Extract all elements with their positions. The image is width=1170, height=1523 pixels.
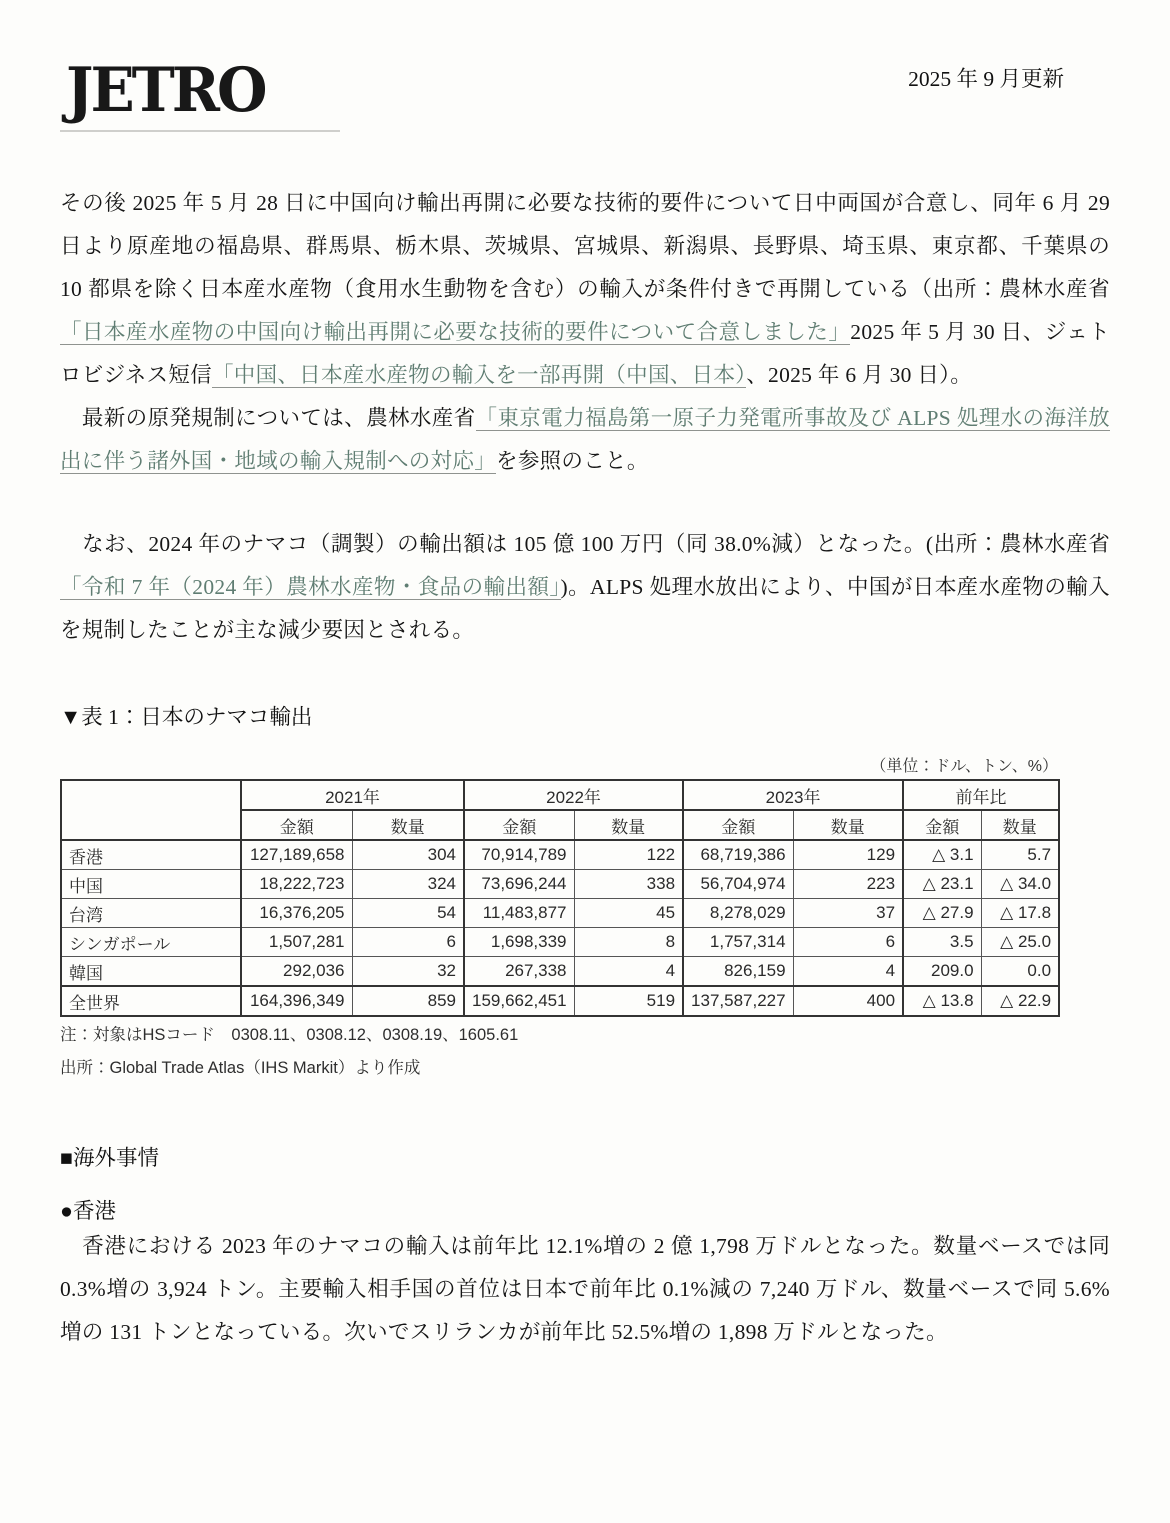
table-cell: 4 <box>574 957 683 987</box>
table-cell: 304 <box>352 840 464 870</box>
table-cell: 8,278,029 <box>683 899 793 928</box>
table-cell: 32 <box>352 957 464 987</box>
table-cell: 6 <box>793 928 903 957</box>
text-run: を参照のこと。 <box>496 449 649 473</box>
text-run: 最新の原発規制については、農林水産省 <box>60 406 476 430</box>
heading-hongkong: ●香港 <box>60 1199 116 1223</box>
sub-header: 数量 <box>981 810 1059 840</box>
table-cell: 5.7 <box>981 840 1059 870</box>
year-header: 2023年 <box>683 780 903 810</box>
table-cell: 137,587,227 <box>683 986 793 1016</box>
table-cell: △ 3.1 <box>903 840 981 870</box>
table-cell: 209.0 <box>903 957 981 987</box>
sub-header: 金額 <box>464 810 574 840</box>
document-body <box>60 182 1110 1354</box>
paragraph-2024-exports <box>60 523 1110 652</box>
text-run: 2025 年 5 月 30 日、ジェトロビジネス短信 <box>60 320 1110 387</box>
sub-header: 金額 <box>683 810 793 840</box>
row-label: 韓国 <box>61 957 241 987</box>
jetro-logo-block <box>60 52 340 132</box>
table-cell: △ 25.0 <box>981 928 1059 957</box>
table-cell: 1,698,339 <box>464 928 574 957</box>
table-cell: 519 <box>574 986 683 1016</box>
table-cell: 267,338 <box>464 957 574 987</box>
table-note: 注：対象はHSコード 0308.11、0308.12、0308.19、1605.61 <box>60 1026 519 1044</box>
table-cell: 11,483,877 <box>464 899 574 928</box>
table-zone <box>60 753 1058 1083</box>
table-unit-label: （単位：ドル、トン、%） <box>870 758 1058 775</box>
sub-header: 金額 <box>903 810 981 840</box>
table-head <box>61 780 1059 840</box>
page-header <box>60 52 1110 132</box>
table-cell: 0.0 <box>981 957 1059 987</box>
table-cell: △ 13.8 <box>903 986 981 1016</box>
year-header: 前年比 <box>903 780 1059 810</box>
table-cell: 1,507,281 <box>241 928 352 957</box>
table-cell: 3.5 <box>903 928 981 957</box>
jetro-logo: JETRO <box>66 54 265 126</box>
table-cell: 68,719,386 <box>683 840 793 870</box>
row-label: 中国 <box>61 870 241 899</box>
table-cell: 4 <box>793 957 903 987</box>
table-cell: 1,757,314 <box>683 928 793 957</box>
table-cell: 338 <box>574 870 683 899</box>
table-cell: 400 <box>793 986 903 1016</box>
sub-header: 数量 <box>574 810 683 840</box>
table-cell: 73,696,244 <box>464 870 574 899</box>
document-link[interactable]: 「令和 7 年（2024 年）農林水産物・食品の輸出額」 <box>60 575 561 599</box>
table-cell: 18,222,723 <box>241 870 352 899</box>
row-label: 全世界 <box>61 986 241 1016</box>
text-run: 香港における 2023 年のナマコの輸入は前年比 12.1%増の 2 億 1,798 万ドルとなった。数量ベースでは同 0.3%増の 3,924 トン。主要輸入相手国の首位は日本で前年比 0.1%減の 7,240 万ドル、数量ベースで同 5.6%増の 131 トンとなっている。次いでスリランカが前年比 52.5%増の 1,898 万ドルとなった。 <box>60 1234 1110 1344</box>
table-title: ▼表 1：日本のナマコ輸出 <box>60 705 313 729</box>
table-cell: 223 <box>793 870 903 899</box>
table-cell: 159,662,451 <box>464 986 574 1016</box>
update-date: 2025 年 9 月更新 <box>908 67 1064 91</box>
text-run: その後 2025 年 5 月 28 日に中国向け輸出再開に必要な技術的要件について日中両国が合意し、同年 6 月 29 日より原産地の福島県、群馬県、栃木県、茨城県、宮城県、新潟県、長野県、埼玉県、東京都、千葉県の 10 都県を除く日本産水産物（食用水生動物を含む）の輸入が条件付きで再開している（出所：農林水産省 <box>60 191 1110 301</box>
row-label: 台湾 <box>61 899 241 928</box>
table-cell: 8 <box>574 928 683 957</box>
table-cell: 56,704,974 <box>683 870 793 899</box>
table-cell: △ 22.9 <box>981 986 1059 1016</box>
paragraph-regulation-reference <box>60 397 1110 483</box>
document-link[interactable]: 「中国、日本産水産物の輸入を一部再開（中国、日本） <box>211 363 747 387</box>
table-cell: 37 <box>793 899 903 928</box>
table-cell: 129 <box>793 840 903 870</box>
sub-header: 金額 <box>241 810 352 840</box>
table-cell: 292,036 <box>241 957 352 987</box>
table-corner-cell <box>61 780 241 840</box>
text-run: なお、2024 年のナマコ（調製）の輸出額は 105 億 100 万円（同 38.0%減）となった。(出所：農林水産省 <box>60 532 1110 556</box>
paragraph-hongkong <box>60 1225 1110 1354</box>
table-body <box>61 840 1059 1016</box>
document-link[interactable]: 「日本産水産物の中国向け輸出再開に必要な技術的要件について合意しました」 <box>60 320 851 344</box>
table-cell: 826,159 <box>683 957 793 987</box>
table-cell: 16,376,205 <box>241 899 352 928</box>
text-run: 、2025 年 6 月 30 日）。 <box>746 363 973 387</box>
row-label: 香港 <box>61 840 241 870</box>
year-header: 2021年 <box>241 780 464 810</box>
paragraph-export-resumption <box>60 182 1110 397</box>
table-cell: △ 34.0 <box>981 870 1059 899</box>
table-cell: 859 <box>352 986 464 1016</box>
table-cell: 122 <box>574 840 683 870</box>
table-cell: 45 <box>574 899 683 928</box>
table-cell: 324 <box>352 870 464 899</box>
table-cell: 70,914,789 <box>464 840 574 870</box>
text-run: )。ALPS 処理水放出により、中国が日本産水産物の輸入を規制したことが主な減少要因とされる。 <box>60 575 1111 642</box>
table-cell: 164,396,349 <box>241 986 352 1016</box>
year-header: 2022年 <box>464 780 683 810</box>
table-cell: △ 23.1 <box>903 870 981 899</box>
table-cell: 54 <box>352 899 464 928</box>
heading-overseas: ■海外事情 <box>60 1146 159 1170</box>
table-cell: △ 17.8 <box>981 899 1059 928</box>
sub-header: 数量 <box>352 810 464 840</box>
table-source: 出所：Global Trade Atlas（IHS Markit）より作成 <box>60 1059 421 1077</box>
document-link[interactable]: 「東京電力福島第一原子力発電所事故及び ALPS 処理水の海洋放出に伴う諸外国・地域の輸入規制への対応」 <box>60 406 1110 473</box>
row-label: シンガポール <box>61 928 241 957</box>
namako-export-table <box>60 779 1060 1017</box>
sub-header: 数量 <box>793 810 903 840</box>
table-cell: 127,189,658 <box>241 840 352 870</box>
table-cell: △ 27.9 <box>903 899 981 928</box>
table-cell: 6 <box>352 928 464 957</box>
